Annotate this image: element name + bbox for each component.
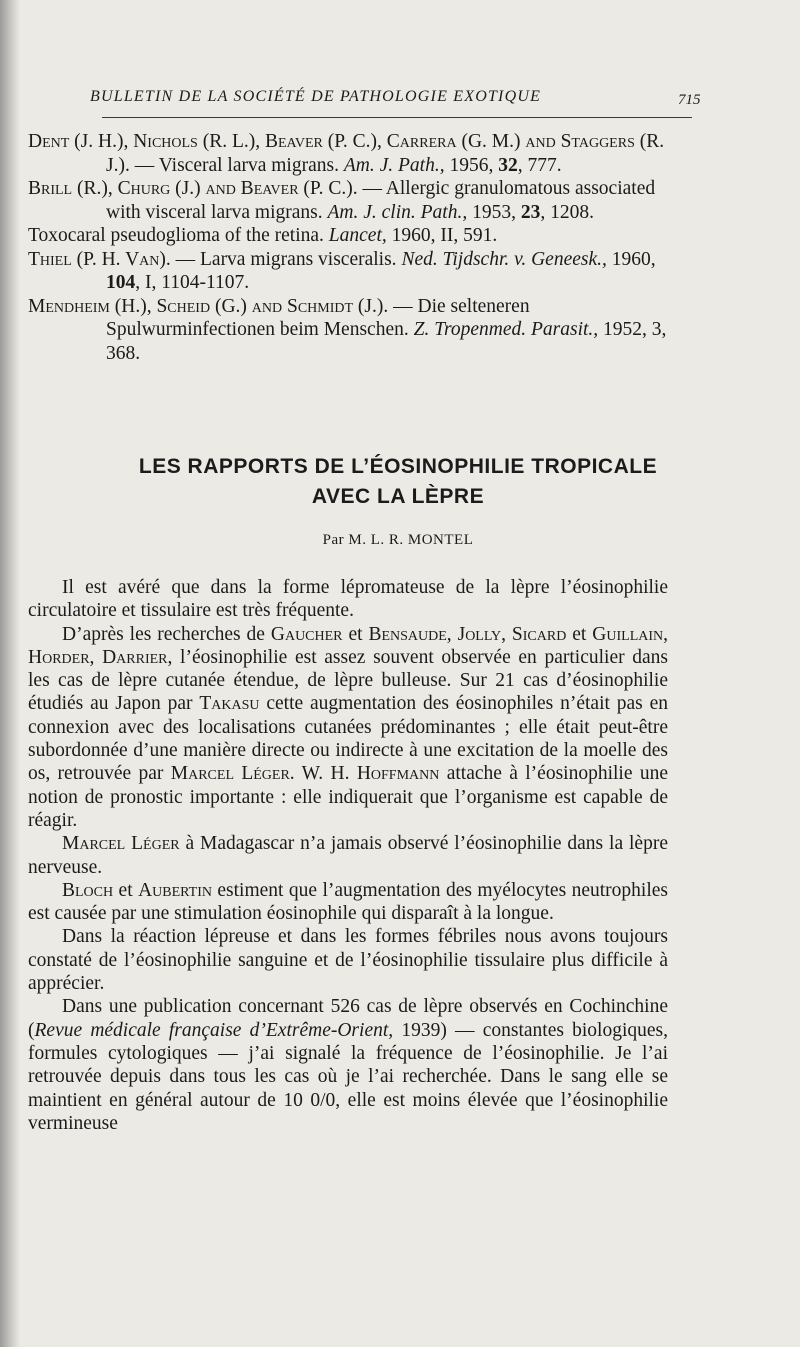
paragraph: Dans une publication concernant 526 cas de lèpre observés en Cochinchine (Revue médicale française d’Extrême-Orient, 1939) — constantes biologiques, formules cytologiques — j’ai signalé la fréquence de l’éosinophilie. Je l’ai retrouvée depuis dans tous les cas où je l’ai recherchée. Dans le sang elle se maintient en général autour de 10 0/0, elle est moins élevée que l’éosinophilie vermineuse: [28, 996, 668, 1134]
reference-item: Toxocaral pseudoglioma of the retina. Lancet, 1960, II, 591.: [28, 225, 498, 246]
article-title-line-2: AVEC LA LÈPRE: [311, 485, 485, 508]
article-title-line-1: LES RAPPORTS DE L’ÉOSINOPHILIE TROPICALE: [138, 455, 658, 478]
paragraph: Dans la réaction lépreuse et dans les formes fébriles nous avons toujours constaté de l’éosinophilie sanguine et de l’éosinophilie tissulaire plus difficile à apprécier.: [28, 926, 668, 995]
journal-title: BULLETIN DE LA SOCIÉTÉ DE PATHOLOGIE EXOTIQUE: [90, 88, 542, 105]
paragraph: Il est avéré que dans la forme lépromateuse de la lèpre l’éosinophilie circulatoire et tissulaire est très fréquente.: [28, 577, 668, 622]
reference-item: Mendheim (H.), Scheid (G.) and Schmidt (J.). — Die selteneren Spulwurminfectionen beim Menschen. Z. Tropenmed. Parasit., 1952, 3, 368.: [28, 295, 667, 364]
reference-item: Thiel (P. H. Van). — Larva migrans visceralis. Ned. Tijdschr. v. Geneesk., 1960, 104, I, 1104-1107.: [28, 248, 656, 293]
header-rule: [102, 117, 692, 118]
book-spine-shadow: [0, 0, 20, 1347]
paragraph: Marcel Léger à Madagascar n’a jamais observé l’éosinophilie dans la lèpre nerveuse.: [28, 833, 668, 878]
reference-item: Brill (R.), Churg (J.) and Beaver (P. C.). — Allergic granulomatous associated with visceral larva migrans. Am. J. clin. Path., 1953, 23, 1208.: [28, 178, 656, 223]
paragraph: Bloch et Aubertin estiment que l’augmentation des myélocytes neutrophiles est causée par une stimulation éosinophile qui disparaît à la longue.: [28, 879, 669, 925]
paragraph: D’après les recherches de Gaucher et Bensaude, Jolly, Sicard et Guillain, Horder, Darrier, l’éosinophilie est assez souvent observée en particulier dans les cas de lèpre cutanée étendue, de lèpre bulleuse. Sur 21 cas d’éosinophilie étudiés au Japon par Takasu cette augmentation des éosinophiles n’était pas en connexion avec des localisations cutanées prédominantes ; elle était peut-être subordonnée d’une manière directe ou indirecte à une excitation de la moelle des os, retrouvée par Marcel Léger. W. H. Hoffmann attache à l’éosinophilie une notion de pronostic importante : elle indiquerait que l’organisme est capable de réagir.: [28, 623, 669, 831]
reference-item: Dent (J. H.), Nichols (R. L.), Beaver (P. C.), Carrera (G. M.) and Staggers (R. J.). — Visceral larva migrans. Am. J. Path., 1956, 32, 777.: [28, 131, 665, 176]
page-number: 715: [678, 92, 701, 108]
author-byline: Par M. L. R. MONTEL: [322, 532, 474, 548]
reference-list: [28, 130, 668, 365]
article-title: [28, 452, 768, 512]
article-body: [28, 576, 668, 1135]
page: [28, 0, 768, 1347]
